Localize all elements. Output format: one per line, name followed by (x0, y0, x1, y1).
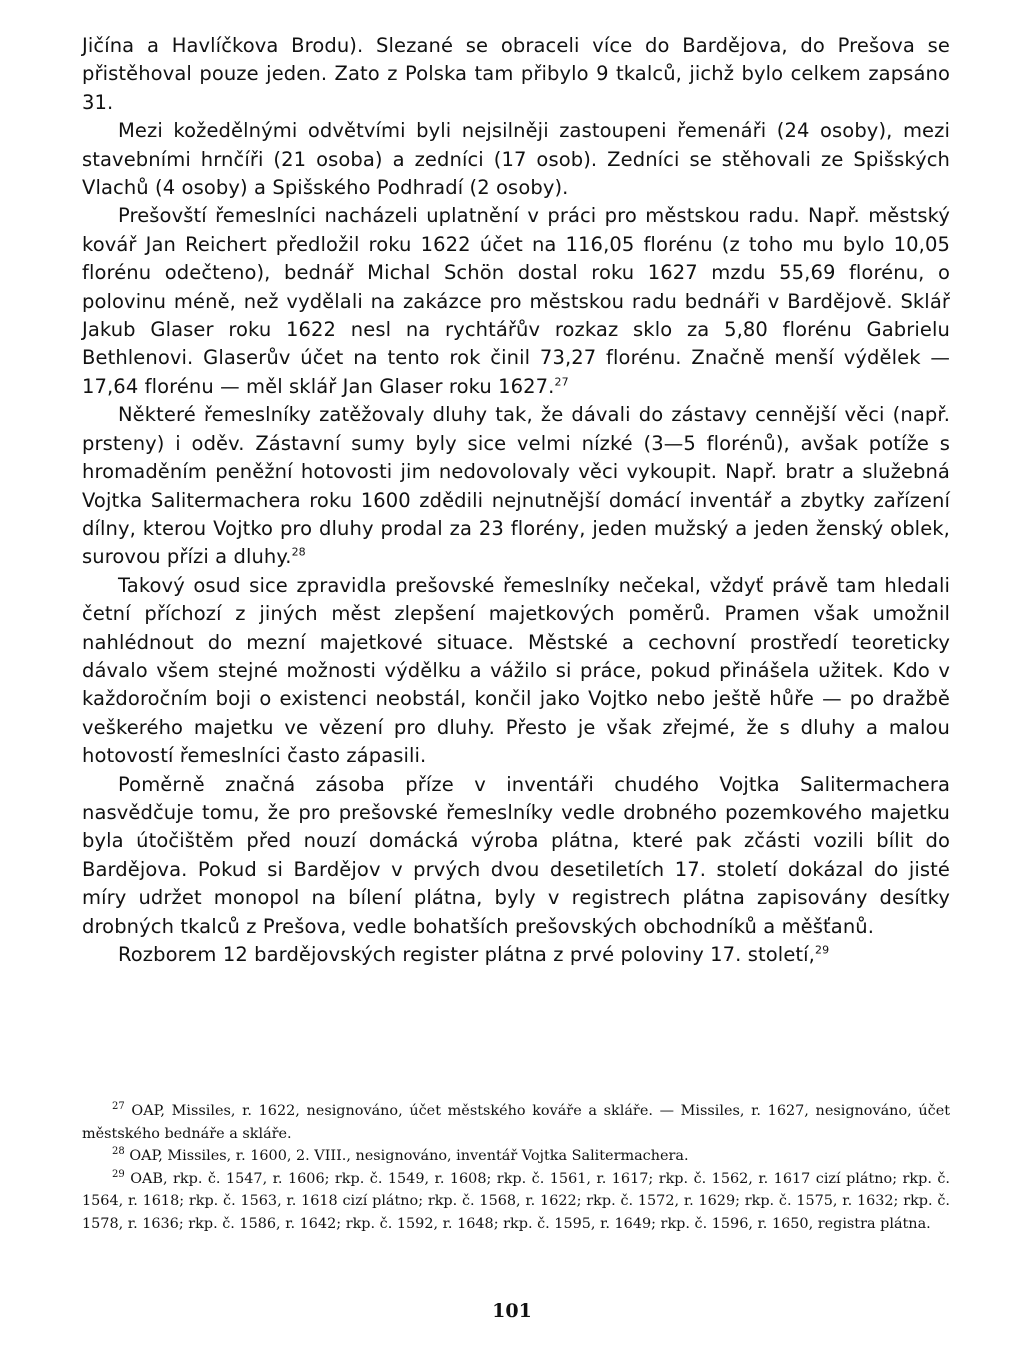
paragraph-text: Některé řemeslníky zatěžovaly dluhy tak, že dávali do zástavy cennější věci (např. prsteny) i oděv. Zástavní sumy byly sice velmi nízké (3—5 florénů), avšak potíže s hromaděním peněžní hotovosti jim nedovolovaly věci vykoupit. Např. bratr a služebná Vojtka Salitermachera roku 1600 zdědili nejnutnější domácí inventář a zbytky zařízení dílny, kterou Vojtko pro dluhy prodal za 23 florény, jeden mužský a jeden ženský oblek, surovou přízi a dluhy. (82, 403, 950, 569)
paragraph-text: Takový osud sice zpravidla prešovské řemeslníky nečekal, vždyť právě tam hledali četní příchozí z jiných měst zlepšení majetkových poměrů. Pramen však umožnil nahlédnout do mezní majetkové situace. Městské a cechovní prostředí teoreticky dávalo všem stejné možnosti výdělku a vážilo si práce, pokud přinášela užitek. Kdo v každoročním boji o existenci neobstál, končil jako Vojtko nebo ještě hůře — po dražbě veškerého majetku ve vězení pro dluhy. Přesto je však zřejmé, že s dluhy a malou hotovostí řemeslníci často zápasili. (82, 573, 950, 768)
paragraph-1 (82, 32, 950, 117)
page-body (82, 32, 950, 969)
paragraph-2 (82, 117, 950, 202)
paragraph-text: Jičína a Havlíčkova Brodu). Slezané se obraceli více do Bardějova, do Prešova se přistěhoval pouze jeden. Zato z Polska tam přibylo 9 tkalců, jichž bylo celkem zapsáno 31. (82, 34, 950, 114)
footnote-27 (82, 1100, 950, 1145)
paragraph-7 (82, 941, 950, 969)
footnote-text: OAB, rkp. č. 1547, r. 1606; rkp. č. 1549, r. 1608; rkp. č. 1561, r. 1617; rkp. č. 1562, r. 1617 cizí plátno; rkp. č. 1564, r. 1618; rkp. č. 1563, r. 1618 cizí plátno; rkp. č. 1568, r. 1622; rkp. č. 1572, r. 1629; rkp. č. 1575, r. 1632; rkp. č. 1578, r. 1636; rkp. č. 1586, r. 1642; rkp. č. 1592, r. 1648; rkp. č. 1595, r. 1649; rkp. č. 1596, r. 1650, registra plátna. (82, 1170, 950, 1232)
footnote-text: OAP, Missiles, r. 1622, nesignováno, účet městského kováře a skláře. — Missiles, r. 1627, nesignováno, účet městského bednáře a skláře. (82, 1103, 950, 1142)
paragraph-text: Prešovští řemeslníci nacházeli uplatnění v práci pro městskou radu. Např. městský kovář Jan Reichert předložil roku 1622 účet na 116,05 florénu (z toho mu bylo 10,05 florénu odečteno), bednář Michal Schön dostal roku 1627 mzdu 55,69 florénu, o polovinu méně, než vydělali na zakázce pro městskou radu bednáři v Bardějově. Sklář Jakub Glaser roku 1622 nesl na rychtářův rozkaz sklo za 5,80 florénu Gabrielu Bethlenovi. Glaserův účet na tento rok činil 73,27 florénu. Značně menší výdělek — 17,64 florénu — měl sklář Jan Glaser roku 1627. (82, 204, 950, 398)
footnote-number: 27 (112, 1101, 125, 1113)
footnote-text: OAP, Missiles, r. 1600, 2. VIII., nesignováno, inventář Vojtka Salitermachera. (129, 1148, 689, 1165)
paragraph-text: Poměrně značná zásoba příze v inventáři chudého Vojtka Salitermachera nasvědčuje tomu, že pro prešovské řemeslníky vedle drobného pozemkového majetku byla útočištěm před nouzí domácká výroba plátna, které pak zčásti vozili bílit do Bardějova. Pokud si Bardějov v prvých dvou desetiletích 17. století dokázal do jisté míry udržet monopol na bílení plátna, byly v registrech plátna zapisovány desítky drobných tkalců z Prešova, vedle bohatších prešovských obchodníků a měšťanů. (82, 772, 950, 938)
footnote-ref-28[interactable]: 28 (291, 545, 306, 559)
paragraph-3 (82, 202, 950, 401)
paragraph-5 (82, 572, 950, 771)
footnote-28 (82, 1145, 950, 1168)
main-text (82, 32, 950, 969)
footnotes (82, 1100, 950, 1236)
paragraph-6 (82, 771, 950, 941)
page-number: 101 (492, 1300, 532, 1322)
footnote-29 (82, 1168, 950, 1236)
footnote-ref-29[interactable]: 29 (814, 943, 830, 957)
paragraph-4 (82, 401, 950, 571)
paragraph-text: Rozborem 12 bardějovských register plátna z prvé poloviny 17. století, (118, 943, 815, 966)
footnote-number: 28 (112, 1146, 125, 1158)
footnote-number: 29 (112, 1168, 125, 1180)
footnote-ref-27[interactable]: 27 (554, 375, 569, 389)
paragraph-text: Mezi kožedělnými odvětvími byli nejsilněji zastoupeni řemenáři (24 osoby), mezi stavebními hrnčíři (21 osoba) a zedníci (17 osob). Zedníci se stěhovali ze Spišských Vlachů (4 osoby) a Spišského Podhradí (2 osoby). (82, 119, 950, 200)
